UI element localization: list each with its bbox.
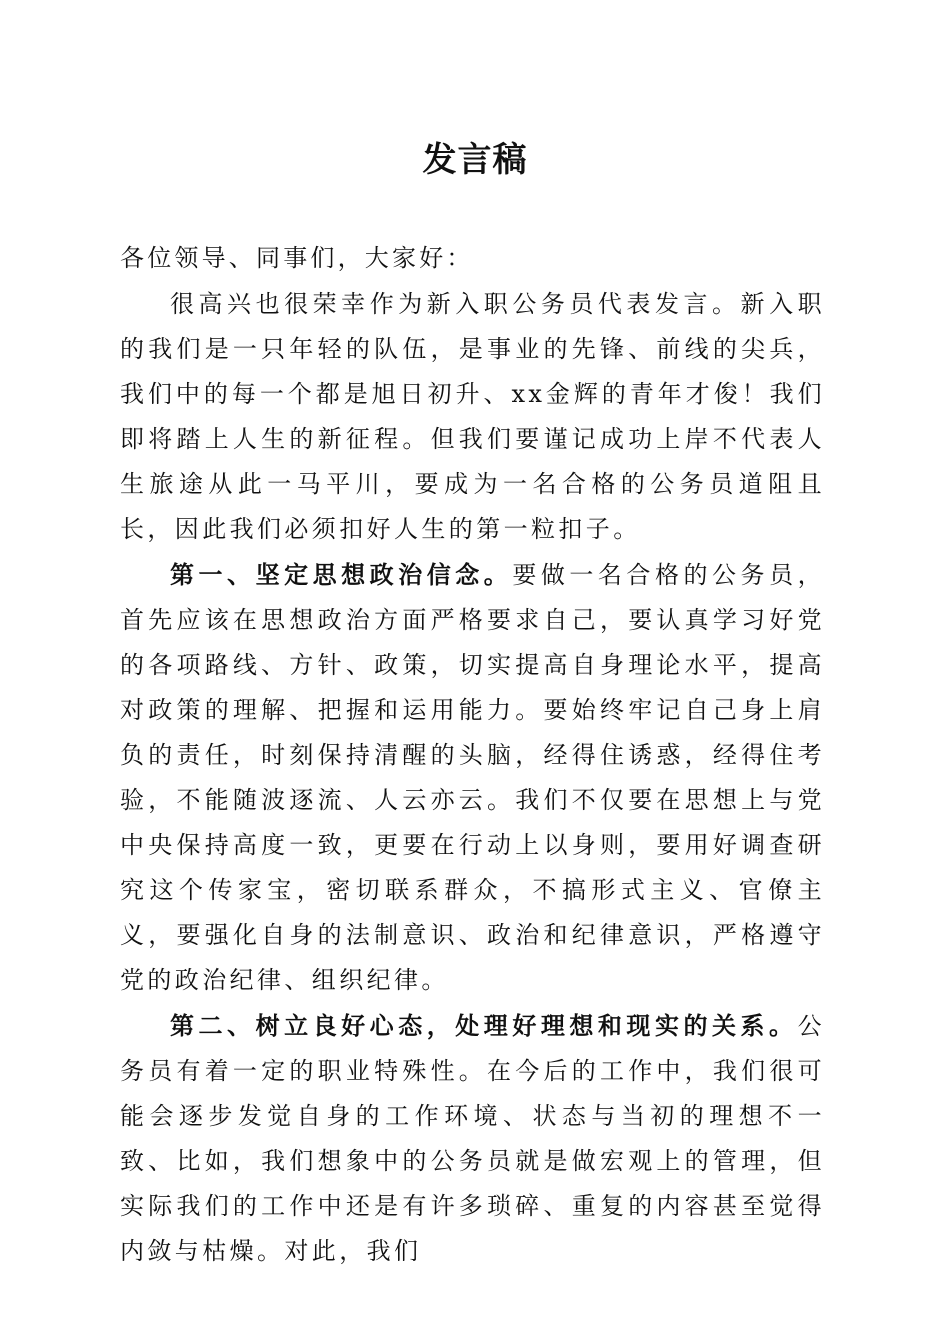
paragraph-text: 公务员有着一定的职业特殊性。在今后的工作中，我们很可能会逐步发觉自身的工作环境、状态与当初的理想不一致、比如，我们想象中的公务员就是做宏观上的管理，但实际我们的工作中还是有许多琐碎、重复的内容甚至觉得内敛与枯燥。对此，我们 [120, 1012, 825, 1265]
paragraph-second-point [120, 1003, 825, 1274]
paragraph-lead: 第一、坚定思想政治信念。 [170, 560, 513, 589]
greeting-line: 各位领导、同事们，大家好： [120, 244, 474, 272]
document-body [120, 236, 825, 1274]
paragraph-text: 很高兴也很荣幸作为新入职公务员代表发言。新入职的我们是一只年轻的队伍，是事业的先锋、前线的尖兵，我们中的每一个都是旭日初升、xx金辉的青年才俊！我们即将踏上人生的新征程。但我们要谨记成功上岸不代表人生旅途从此一马平川，要成为一名合格的公务员道阻且长，因此我们必须扣好人生的第一粒扣子。 [120, 290, 825, 543]
paragraph-intro [120, 281, 825, 552]
document-title: 发言稿 [422, 140, 528, 180]
paragraph-first-point [120, 552, 825, 1003]
paragraph-lead: 第二、树立良好心态，处理好理想和现实的关系。 [170, 1011, 798, 1040]
paragraph-text: 要做一名合格的公务员，首先应该在思想政治方面严格要求自己，要认真学习好党的各项路线、方针、政策，切实提高自身理论水平，提高对政策的理解、把握和运用能力。要始终牢记自己身上肩负的责任，时刻保持清醒的头脑，经得住诱惑，经得住考验，不能随波逐流、人云亦云。我们不仅要在思想上与党中央保持高度一致，更要在行动上以身则，要用好调查研究这个传家宝，密切联系群众，不搞形式主义、官僚主义，要强化自身的法制意识、政治和纪律意识，严格遵守党的政治纪律、组织纪律。 [120, 561, 825, 994]
